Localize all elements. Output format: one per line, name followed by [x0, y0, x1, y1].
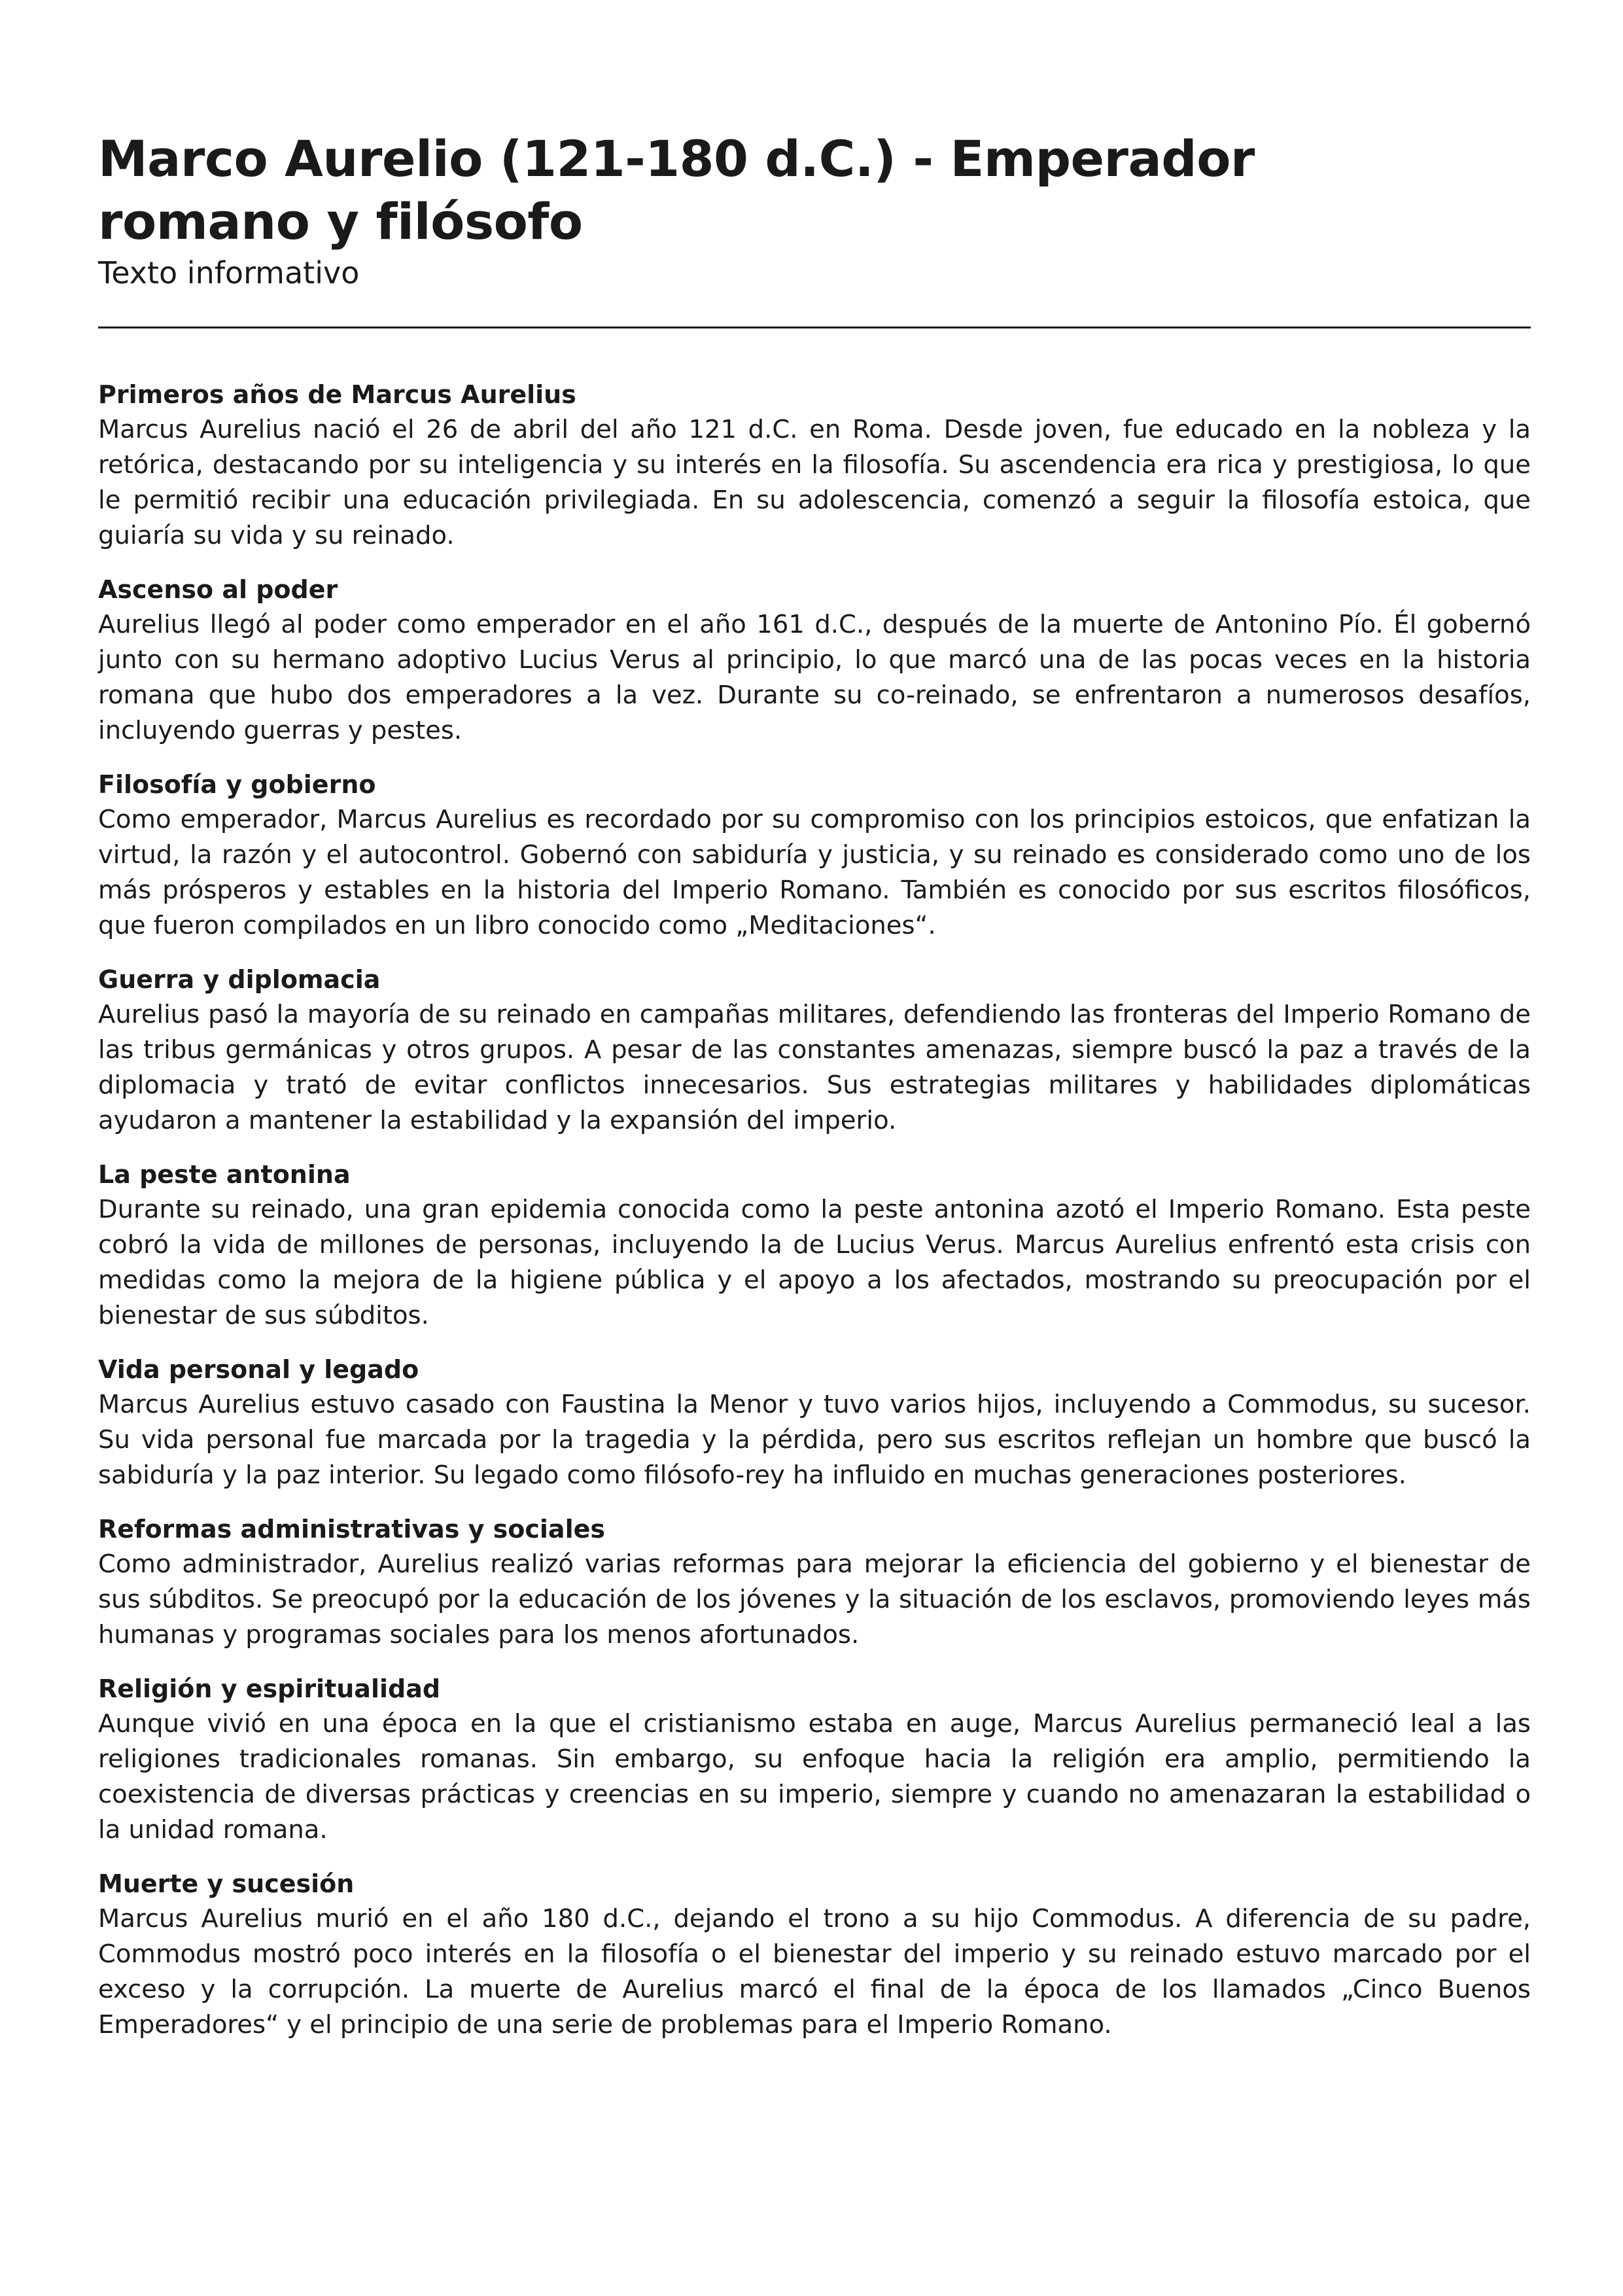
section-heading: La peste antonina [98, 1160, 351, 1189]
section-early-years [98, 377, 1531, 554]
section-rise-to-power [98, 572, 1531, 749]
section-heading: Religión y espiritualidad [98, 1674, 441, 1703]
section-body: Aurelius llegó al poder como emperador en el año 161 d.C., después de la muerte de Antonino Pío. Él gobernó junto con su hermano adoptivo Lucius Verus al principio, lo que marcó una de las pocas veces en la historia romana que hubo dos emperadores a la vez. Durante su co-reinado, se enfrentaron a numerosos desafíos, incluyendo guerras y pestes. [98, 610, 1531, 745]
section-body: Marcus Aurelius murió en el año 180 d.C., dejando el trono a su hijo Commodus. A diferencia de su padre, Commodus mostró poco interés en la filosofía o el bienestar del imperio y su reinado estuvo marcado por el exceso y la corrupción. La muerte de Aurelius marcó el final de la época de los llamados „Cinco Buenos Emperadores“ y el principio de una serie de problemas para el Imperio Romano. [98, 1904, 1531, 2040]
document-title: Marco Aurelio (121-180 d.C.) - Emperador romano y filósofo [98, 130, 1255, 251]
section-heading: Reformas administrativas y sociales [98, 1515, 605, 1544]
section-body: Aurelius pasó la mayoría de su reinado en campañas militares, defendiendo las fronteras del Imperio Romano de las tribus germánicas y otros grupos. A pesar de las constantes amenazas, siempre buscó la paz a través de la diplomacia y trató de evitar conflictos innecesarios. Sus estrategias militares y habilidades diplomáticas ayudaron a mantener la estabilidad y la expansión del imperio. [98, 1000, 1531, 1135]
section-heading: Guerra y diplomacia [98, 965, 381, 994]
section-body: Aunque vivió en una época en la que el cristianismo estaba en auge, Marcus Aurelius permaneció leal a las religiones tradicionales romanas. Sin embargo, su enfoque hacia la religión era amplio, permitiendo la coexistencia de diversas prácticas y creencias en su imperio, siempre y cuando no amenazaran la estabilidad o la unidad romana. [98, 1709, 1531, 1845]
section-death-succession [98, 1866, 1531, 2043]
section-personal-life-legacy [98, 1352, 1531, 1493]
section-philosophy-government [98, 767, 1531, 944]
section-religion [98, 1671, 1531, 1848]
section-body: Como emperador, Marcus Aurelius es recordado por su compromiso con los principios estoicos, que enfatizan la virtud, la razón y el autocontrol. Gobernó con sabiduría y justicia, y su reinado es considerado como uno de los más prósperos y estables en la historia del Imperio Romano. También es conocido por sus escritos filosóficos, que fueron compilados en un libro conocido como „Meditaciones“. [98, 805, 1531, 940]
section-heading: Ascenso al poder [98, 575, 338, 604]
section-antonine-plague [98, 1157, 1531, 1333]
document-subtitle: Texto informativo [98, 255, 360, 291]
section-war-diplomacy [98, 962, 1531, 1139]
sections-container [98, 377, 1531, 2043]
section-heading: Filosofía y gobierno [98, 770, 376, 799]
section-heading: Vida personal y legado [98, 1355, 419, 1384]
section-reforms [98, 1511, 1531, 1653]
title-divider [98, 327, 1531, 328]
document-page [98, 128, 1531, 2061]
section-heading: Primeros años de Marcus Aurelius [98, 380, 576, 409]
section-body: Marcus Aurelius nació el 26 de abril del año 121 d.C. en Roma. Desde joven, fue educado en la nobleza y la retórica, destacando por su inteligencia y su interés en la filosofía. Su ascendencia era rica y prestigiosa, lo que le permitió recibir una educación privilegiada. En su adolescencia, comenzó a seguir la filosofía estoica, que guiaría su vida y su reinado. [98, 415, 1531, 550]
section-body: Como administrador, Aurelius realizó varias reformas para mejorar la eficiencia del gobierno y el bienestar de sus súbditos. Se preocupó por la educación de los jóvenes y la situación de los esclavos, promoviendo leyes más humanas y programas sociales para los menos afortunados. [98, 1549, 1531, 1650]
section-body: Marcus Aurelius estuvo casado con Faustina la Menor y tuvo varios hijos, incluyendo a Commodus, su sucesor. Su vida personal fue marcada por la tragedia y la pérdida, pero sus escritos reflejan un hombre que buscó la sabiduría y la paz interior. Su legado como filósofo-rey ha influido en muchas generaciones posteriores. [98, 1390, 1531, 1490]
section-body: Durante su reinado, una gran epidemia conocida como la peste antonina azotó el Imperio Romano. Esta peste cobró la vida de millones de personas, incluyendo la de Lucius Verus. Marcus Aurelius enfrentó esta crisis con medidas como la mejora de la higiene pública y el apoyo a los afectados, mostrando su preocupación por el bienestar de sus súbditos. [98, 1195, 1531, 1330]
section-heading: Muerte y sucesión [98, 1869, 355, 1898]
